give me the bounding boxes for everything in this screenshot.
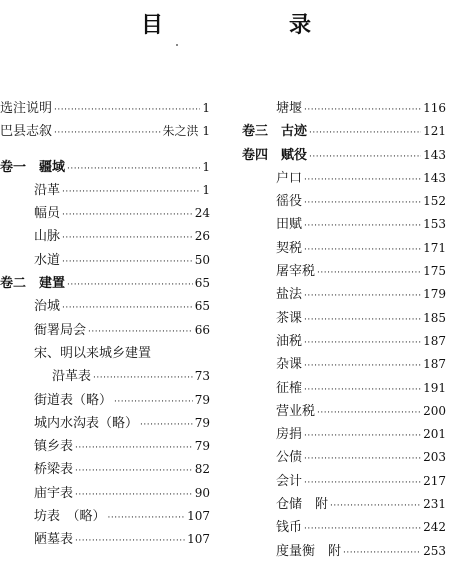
toc-entry-title: 塘堰 bbox=[276, 101, 303, 116]
toc-entry bbox=[242, 377, 446, 400]
dot-leader bbox=[304, 454, 421, 464]
dot-leader bbox=[304, 385, 421, 395]
dot-leader bbox=[304, 478, 421, 488]
toc-entry-title: 户口 bbox=[276, 170, 303, 186]
toc-entry-title: 卷二 建置 bbox=[0, 276, 66, 292]
toc-entry-title: 沿革 bbox=[34, 182, 61, 198]
toc-entry-title: 征榷 bbox=[276, 380, 303, 396]
toc-entry bbox=[242, 330, 446, 353]
toc-entry-title: 沿革表 bbox=[52, 369, 92, 385]
dot-leader bbox=[304, 221, 421, 231]
toc-entry bbox=[0, 295, 210, 318]
toc-entry bbox=[0, 156, 210, 179]
toc-entry bbox=[242, 167, 446, 190]
toc-entry bbox=[242, 400, 446, 423]
dot-leader bbox=[304, 361, 421, 371]
dot-leader bbox=[75, 536, 185, 546]
toc-entry bbox=[0, 365, 210, 388]
toc-entry-page: 201 bbox=[423, 427, 446, 442]
toc-entry bbox=[0, 202, 210, 225]
toc-entry-title: 度量衡 附 bbox=[276, 543, 342, 559]
toc-entry-title: 房捐 bbox=[276, 427, 303, 443]
toc-entry-page: 65 bbox=[194, 299, 210, 314]
dot-leader bbox=[304, 198, 421, 208]
dot-leader bbox=[75, 490, 193, 500]
dot-leader bbox=[317, 268, 421, 278]
toc-entry bbox=[242, 307, 446, 330]
toc-entry bbox=[242, 144, 446, 167]
dot-leader bbox=[304, 338, 421, 348]
dot-leader bbox=[304, 524, 421, 534]
toc-entry-title: 幅员 bbox=[34, 206, 61, 222]
toc-entry-title: 营业税 bbox=[276, 403, 316, 419]
toc-right-column bbox=[242, 97, 446, 563]
dot-leader bbox=[88, 327, 193, 337]
toc-entry-page: 26 bbox=[194, 229, 210, 244]
toc-entry-title: 钱币 bbox=[276, 520, 303, 536]
dot-leader bbox=[62, 233, 193, 243]
toc-entry bbox=[0, 505, 210, 528]
toc-entry-title: 屠宰税 bbox=[276, 264, 316, 280]
toc-entry-page: 24 bbox=[194, 206, 210, 221]
dot-leader bbox=[67, 280, 193, 290]
toc-entry bbox=[242, 470, 446, 493]
toc-entry-title: 仓储 附 bbox=[276, 497, 329, 513]
dot-leader bbox=[62, 210, 193, 220]
toc-entry-title: 衙署局会 bbox=[34, 322, 87, 338]
toc-entry-page: 153 bbox=[423, 217, 446, 232]
dot-leader bbox=[62, 303, 193, 313]
toc-entry-page: 1 bbox=[202, 101, 210, 115]
toc-entry-title: 油税 bbox=[276, 333, 303, 349]
toc-entry-page: 73 bbox=[194, 369, 210, 384]
toc-entry bbox=[0, 412, 210, 435]
toc-entry bbox=[242, 190, 446, 213]
dot-leader bbox=[62, 187, 200, 197]
toc-entry-title: 杂课 bbox=[276, 357, 303, 373]
toc-entry bbox=[242, 353, 446, 376]
dot-leader bbox=[93, 373, 193, 383]
toc-entry-page: 107 bbox=[187, 532, 210, 547]
toc-entry-page: 187 bbox=[423, 357, 446, 372]
toc-entry-page: 143 bbox=[423, 147, 446, 162]
dot-leader bbox=[62, 257, 193, 267]
dot-leader bbox=[75, 443, 193, 453]
toc-entry-title: 水道 bbox=[34, 252, 61, 268]
toc-entry-page: 50 bbox=[194, 252, 210, 267]
toc-entry-page: 179 bbox=[423, 287, 446, 302]
toc-entry bbox=[0, 179, 210, 202]
toc-entry-page: 65 bbox=[194, 276, 210, 291]
toc-entry-page: 107 bbox=[187, 509, 210, 524]
toc-entry-page: 185 bbox=[423, 310, 446, 325]
toc-entry bbox=[0, 458, 210, 481]
toc-entry-title: 卷三 古迹 bbox=[242, 124, 308, 140]
dot-leader bbox=[114, 397, 193, 407]
toc-entry-title: 庙宇表 bbox=[34, 485, 74, 501]
toc-entry-title: 契税 bbox=[276, 240, 303, 256]
toc-entry-page: 143 bbox=[423, 170, 446, 185]
dot-leader bbox=[309, 128, 421, 138]
dot-leader bbox=[343, 548, 421, 558]
toc-entry-page: 79 bbox=[194, 439, 210, 454]
print-speck bbox=[176, 44, 178, 46]
toc-entry-page: 79 bbox=[194, 392, 210, 407]
page-title: 目 录 bbox=[140, 12, 363, 38]
toc-entry bbox=[0, 272, 210, 295]
toc-entry-page: 191 bbox=[423, 380, 446, 395]
toc-entry-page: 82 bbox=[194, 462, 210, 477]
toc-entry-title: 卷一 疆域 bbox=[0, 159, 66, 175]
toc-entry bbox=[242, 540, 446, 563]
dot-leader bbox=[304, 245, 421, 255]
toc-entry bbox=[0, 389, 210, 412]
toc-entry-page: 253 bbox=[423, 543, 446, 558]
toc-entry bbox=[242, 120, 446, 143]
dot-leader bbox=[304, 315, 421, 325]
toc-entry-page: 90 bbox=[194, 485, 210, 500]
toc-entry-title: 徭役 bbox=[276, 194, 303, 210]
toc-entry bbox=[0, 319, 210, 342]
dot-leader bbox=[304, 175, 421, 185]
toc-entry bbox=[0, 482, 210, 505]
toc-entry bbox=[242, 97, 446, 120]
dot-leader bbox=[304, 105, 421, 115]
toc-entry bbox=[0, 120, 210, 143]
dot-leader bbox=[54, 128, 161, 138]
toc-entry-page: 175 bbox=[423, 264, 446, 279]
toc-entry bbox=[0, 528, 210, 551]
toc-entry-page: 242 bbox=[423, 520, 446, 535]
toc-entry-page: 152 bbox=[423, 194, 446, 209]
dot-leader bbox=[304, 291, 421, 301]
dot-leader bbox=[54, 105, 200, 115]
toc-entry-title: 山脉 bbox=[34, 229, 61, 245]
toc-entry bbox=[0, 249, 210, 272]
toc-entry-title: 公债 bbox=[276, 450, 303, 466]
toc-entry bbox=[242, 516, 446, 539]
toc-entry-page: 121 bbox=[423, 124, 446, 139]
toc-entry bbox=[242, 237, 446, 260]
dot-leader bbox=[67, 164, 200, 174]
dot-leader bbox=[330, 501, 421, 511]
dot-leader bbox=[108, 513, 186, 523]
toc-entry-title: 街道表（略） bbox=[34, 392, 113, 408]
toc-entry bbox=[0, 225, 210, 248]
dot-leader bbox=[75, 466, 193, 476]
toc-entry bbox=[242, 260, 446, 283]
toc-entry-title: 桥梁表 bbox=[34, 462, 74, 478]
dot-leader bbox=[304, 431, 421, 441]
toc-entry bbox=[242, 446, 446, 469]
dot-leader bbox=[317, 408, 421, 418]
toc-entry-page: 朱之洪 1 bbox=[162, 124, 210, 139]
toc-entry-page: 187 bbox=[423, 333, 446, 348]
toc-entry bbox=[0, 435, 210, 458]
toc-entry bbox=[242, 213, 446, 236]
toc-entry bbox=[0, 97, 210, 120]
toc-entry-title: 巴县志叙 bbox=[0, 124, 53, 140]
toc-entry-page: 1 bbox=[202, 159, 210, 174]
toc-entry-title: 城内水沟表（略） bbox=[34, 415, 139, 431]
toc-entry-page: 116 bbox=[423, 101, 446, 115]
toc-entry-title: 盐法 bbox=[276, 287, 303, 303]
toc-entry bbox=[242, 423, 446, 446]
toc-entry-title: 陋墓表 bbox=[34, 532, 74, 548]
toc-entry-title: 镇乡表 bbox=[34, 439, 74, 455]
toc-entry-title: 坊表 （略） bbox=[34, 509, 106, 525]
toc-entry bbox=[0, 342, 210, 365]
toc-entry-title: 宋、明以来城乡建置 bbox=[34, 345, 152, 361]
toc-entry-page: 203 bbox=[423, 450, 446, 465]
toc-entry-title: 茶课 bbox=[276, 310, 303, 326]
toc-entry-page: 66 bbox=[194, 322, 210, 337]
dot-leader bbox=[309, 152, 421, 162]
toc-entry-title: 会计 bbox=[276, 473, 303, 489]
toc-entry-page: 217 bbox=[423, 473, 446, 488]
toc-entry bbox=[242, 493, 446, 516]
toc-entry-title: 治城 bbox=[34, 299, 61, 315]
toc-entry-title: 田赋 bbox=[276, 217, 303, 233]
toc-entry-title: 卷四 赋役 bbox=[242, 147, 308, 163]
toc-entry-page: 200 bbox=[423, 403, 446, 418]
toc-entry-title: 选注说明 bbox=[0, 101, 53, 116]
dot-leader bbox=[140, 420, 193, 430]
toc-entry-page: 231 bbox=[423, 497, 446, 512]
toc-left-column bbox=[0, 97, 210, 552]
toc-entry-page: 1 bbox=[202, 182, 210, 197]
toc-entry-page: 79 bbox=[194, 415, 210, 430]
toc-entry bbox=[242, 283, 446, 306]
toc-entry-page: 171 bbox=[423, 240, 446, 255]
